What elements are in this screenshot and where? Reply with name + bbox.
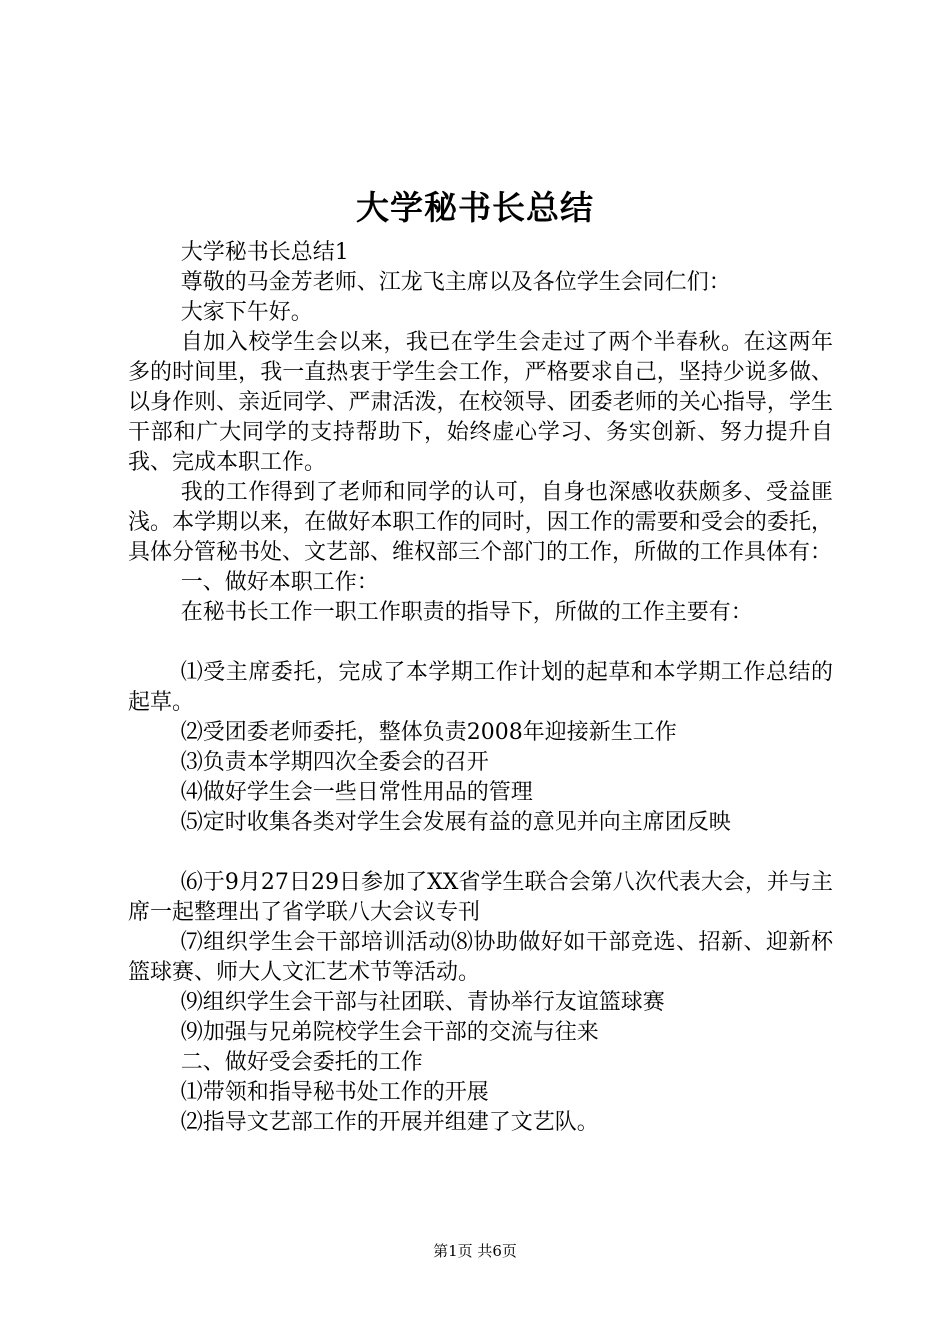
section-heading: 二、做好受会委托的工作 [180, 1050, 423, 1075]
paragraph: 我的工作得到了老师和同学的认可，自身也深感收获颇多、受益匪浅。本学期以来，在做好本职工作的同时，因工作的需要和受会的委托，具体分管秘书处、文艺部、维权部三个部门的工作，所做的工作具体有： [128, 480, 833, 565]
paragraph: 大家下午好。 [180, 300, 313, 325]
blank-line [128, 628, 833, 658]
list-item: ⑹于9月27日29日参加了XX省学生联合会第八次代表大会，并与主席一起整理出了省学联八大会议专刊 [128, 870, 833, 925]
list-item: ⑷做好学生会一些日常性用品的管理 [180, 780, 533, 805]
blank-line [128, 838, 833, 868]
list-item: ⑵受团委老师委托，整体负责2008年迎接新生工作 [180, 720, 677, 745]
paragraph: 大学秘书长总结1 [180, 240, 349, 265]
paragraph: 一、做好本职工作： [180, 570, 379, 595]
list-item: ⑴带领和指导秘书处工作的开展 [180, 1080, 489, 1105]
document-title: 大学秘书长总结 [356, 188, 594, 227]
list-item: ⑸定时收集各类对学生会发展有益的意见并向主席团反映 [180, 810, 731, 835]
paragraph: 在秘书长工作一职工作职责的指导下，所做的工作主要有： [180, 600, 753, 625]
paragraph: 尊敬的马金芳老师、江龙飞主席以及各位学生会同仁们： [180, 270, 731, 295]
page-footer: 第1页 共6页 [433, 1242, 517, 1260]
paragraph: 自加入校学生会以来，我已在学生会走过了两个半春秋。在这两年多的时间里，我一直热衷于学生会工作，严格要求自己，坚持少说多做、以身作则、亲近同学、严肃活泼，在校领导、团委老师的关心指导，学生干部和广大同学的支持帮助下，始终虚心学习、务实创新、努力提升自我、完成本职工作。 [128, 330, 833, 475]
list-item: ⑶负责本学期四次全委会的召开 [180, 750, 489, 775]
list-item: ⑼组织学生会干部与社团联、青协举行友谊篮球赛 [180, 990, 665, 1015]
list-item: ⑼加强与兄弟院校学生会干部的交流与往来 [180, 1020, 599, 1045]
document-body [128, 238, 833, 1138]
list-item: ⑺组织学生会干部培训活动⑻协助做好如干部竞选、招新、迎新杯篮球赛、师大人文汇艺术节等活动。 [128, 930, 833, 985]
list-item: ⑴受主席委托，完成了本学期工作计划的起草和本学期工作总结的起草。 [128, 660, 833, 715]
list-item: ⑵指导文艺部工作的开展并组建了文艺队。 [180, 1110, 599, 1135]
